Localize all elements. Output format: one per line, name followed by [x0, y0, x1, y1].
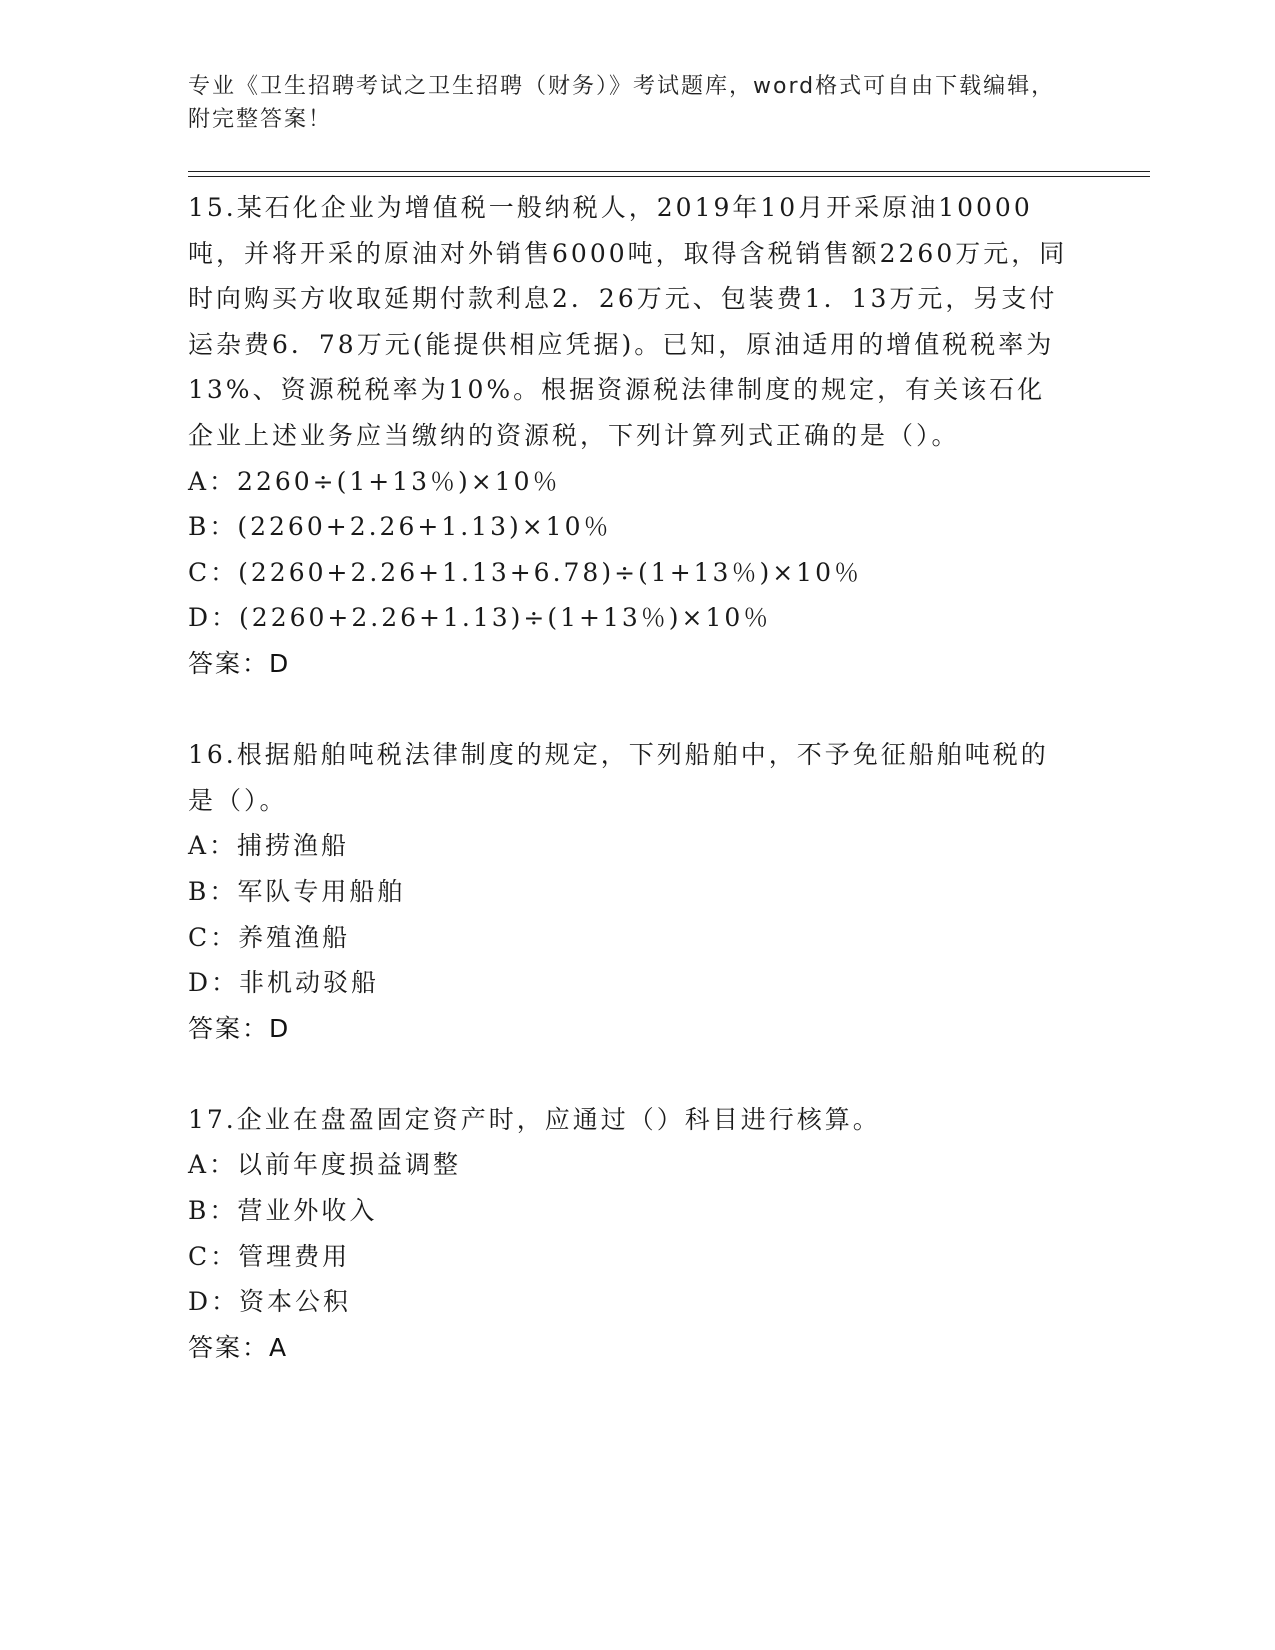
option-d: D：资本公积 [188, 1287, 352, 1317]
answer-line: 答案：D [188, 1013, 291, 1043]
answer-line: 答案：D [188, 648, 291, 678]
option-c: C：管理费用 [188, 1241, 351, 1271]
option-a: A：捕捞渔船 [188, 831, 350, 861]
question-stem: 17.企业在盘盈固定资产时，应通过（）科目进行核算。 [188, 1104, 881, 1134]
question-spacer [188, 687, 1073, 733]
option-b: B：营业外收入 [188, 1196, 378, 1226]
question-spacer [188, 1051, 1073, 1097]
option-b: B：军队专用船舶 [188, 876, 406, 906]
option-d: D：非机动驳船 [188, 968, 380, 998]
option-c: C：养殖渔船 [188, 922, 351, 952]
question-list [188, 185, 1073, 1370]
document-header: 专业《卫生招聘考试之卫生招聘（财务）》考试题库，word格式可自由下载编辑，附完整答案！ [188, 74, 1056, 132]
question-16 [188, 732, 1073, 1051]
option-d: D：(2260+2.26+1.13)÷(1+13％)×10％ [188, 603, 772, 633]
question-15 [188, 185, 1073, 687]
option-b: B：(2260+2.26+1.13)×10％ [188, 512, 612, 542]
option-a: A：2260÷(1+13％)×10％ [188, 466, 561, 496]
question-stem: 15.某石化企业为增值税一般纳税人，2019年10月开采原油10000吨，并将开采的原油对外销售6000吨，取得含税销售额2260万元，同时向购买方收取延期付款利息2．26万元、包装费1．13万元，另支付运杂费6．78万元(能提供相应凭据)。已知，原油适用的增值税税率为13%、资源税税率为10%。根据资源税法律制度的规定，有关该石化企业上述业务应当缴纳的资源税，下列计算列式正确的是（）。 [188, 193, 1068, 450]
question-stem: 16.根据船舶吨税法律制度的规定，下列船舶中，不予免征船舶吨税的是（）。 [188, 740, 1049, 815]
option-a: A：以前年度损益调整 [188, 1150, 462, 1180]
question-17 [188, 1097, 1073, 1371]
answer-line: 答案：A [188, 1332, 289, 1362]
option-c: C：(2260+2.26+1.13+6.78)÷(1+13％)×10％ [188, 557, 862, 587]
header-rule-bottom [188, 176, 1150, 177]
header-rule-top [188, 171, 1150, 172]
